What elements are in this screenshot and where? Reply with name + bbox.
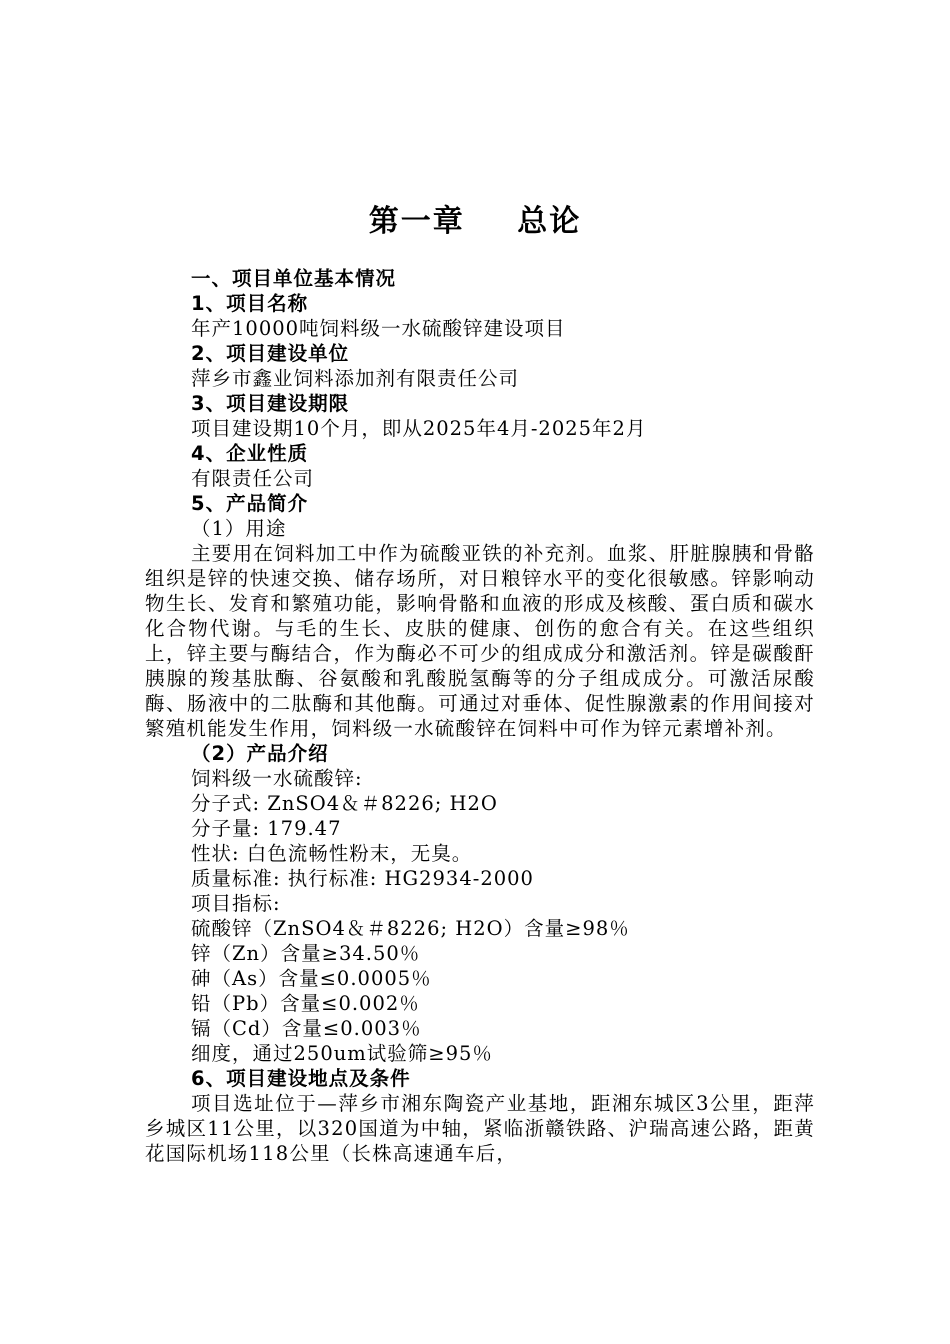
usage-heading: （1）用途 [191,517,287,540]
location-paragraph: 项目选址位于—萍乡市湘东陶瓷产业基地，距湘东城区3公里，距萍乡城区11公里，以320国道为中轴，紧临浙赣铁路、沪瑞高速公路，距黄花国际机场118公里（长株高速通车后， [145,1092,815,1165]
subsection-heading: 2、项目建设单位 [191,342,350,365]
subsection-heading: 5、产品简介 [191,492,309,515]
product-spec-line: 分子量: 179.47 [191,817,342,840]
product-spec-line: 铅（Pb）含量≤0.002％ [191,992,420,1015]
company-name-text: 萍乡市鑫业饲料添加剂有限责任公司 [191,367,520,390]
chapter-title: 第一章 总论 [368,204,582,239]
product-spec-line: 锌（Zn）含量≥34.50％ [191,942,421,965]
product-spec-line: 细度，通过250um试验筛≥95％ [191,1042,493,1065]
subsection-heading: 3、项目建设期限 [191,392,350,415]
product-spec-line: 项目指标: [191,892,281,915]
section-heading: 一、项目单位基本情况 [191,267,397,290]
product-intro-heading: （2）产品介绍 [191,742,329,765]
subsection-heading: 6、项目建设地点及条件 [191,1067,411,1090]
project-name-text: 年产10000吨饲料级一水硫酸锌建设项目 [191,317,566,340]
usage-paragraph: 主要用在饲料加工中作为硫酸亚铁的补充剂。血浆、肝脏腺胰和骨骼组织是锌的快速交换、储存场所，对日粮锌水平的变化很敏感。锌影响动物生长、发育和繁殖功能，影响骨骼和血液的形成及核酸、蛋白质和碳水化合物代谢。与毛的生长、皮肤的健康、创伤的愈合有关。在这些组织上，锌主要与酶结合，作为酶必不可少的组成成分和激活剂。锌是碳酸酐胰腺的羧基肽酶、谷氨酸和乳酸脱氢酶等的分子组成成分。可激活尿酸酶、肠液中的二肽酶和其他酶。可通过对垂体、促性腺激素的作用间接对繁殖机能发生作用，饲料级一水硫酸锌在饲料中可作为锌元素增补剂。 [145,542,815,740]
document-body [145,266,815,1166]
product-spec-line: 性状: 白色流畅性粉末，无臭。 [191,842,473,865]
enterprise-type-text: 有限责任公司 [191,467,315,490]
construction-period-text: 项目建设期10个月，即从2025年4月-2025年2月 [191,417,647,440]
subsection-heading: 4、企业性质 [191,442,309,465]
product-spec-line: 砷（As）含量≤0.0005％ [191,967,432,990]
product-spec-line: 分子式: ZnSO4＆＃8226; H2O [191,792,498,815]
product-spec-line: 镉（Cd）含量≤0.003％ [191,1017,422,1040]
product-spec-line: 饲料级一水硫酸锌: [191,767,363,790]
subsection-heading: 1、项目名称 [191,292,309,315]
product-spec-line: 硫酸锌（ZnSO4＆＃8226; H2O）含量≥98％ [191,917,630,940]
product-spec-line: 质量标准: 执行标准: HG2934-2000 [191,867,534,890]
